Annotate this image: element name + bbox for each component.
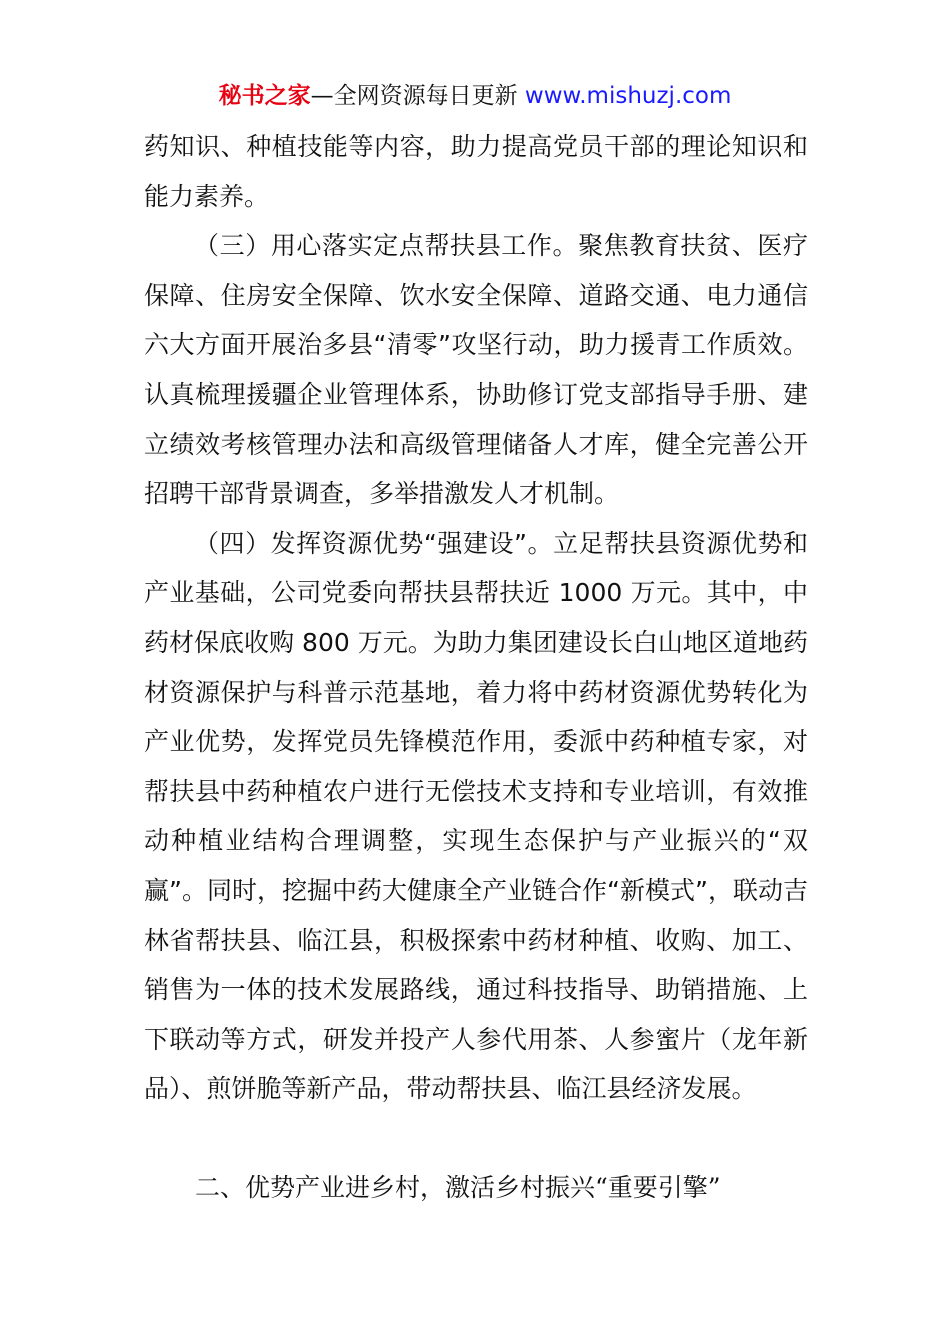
section-heading: 二、优势产业进乡村，激活乡村振兴“重要引擎”: [195, 1173, 721, 1202]
paragraph-continuation: 药知识、种植技能等内容，助力提高党员干部的理论知识和能力素养。: [144, 132, 808, 211]
brand-name: 秘书之家: [218, 83, 311, 109]
header-tagline: —全网资源每日更新: [310, 83, 525, 109]
paragraph-section-3: （三）用心落实定点帮扶县工作。聚焦教育扶贫、医疗保障、住房安全保障、饮水安全保障、道路交通、电力通信六大方面开展治多县“清零”攻坚行动，助力援青工作质效。认真梳理援疆企业管理体系，协助修订党支部指导手册、建立绩效考核管理办法和高级管理储备人才库，健全完善公开招聘干部背景调查，多举措激发人才机制。: [144, 231, 808, 509]
paragraph-section-4: （四）发挥资源优势“强建设”。立足帮扶县资源优势和产业基础，公司党委向帮扶县帮扶近 1000 万元。其中，中药材保底收购 800 万元。为助力集团建设长白山地区道地药材资源保护与科普示范基地，着力将中药材资源优势转化为产业优势，发挥党员先锋模范作用，委派中药种植专家，对帮扶县中药种植农户进行无偿技术支持和专业培训，有效推动种植业结构合理调整，实现生态保护与产业振兴的“双赢”。同时，挖掘中药大健康全产业链合作“新模式”，联动吉林省帮扶县、临江县，积极探索中药材种植、收购、加工、销售为一体的技术发展路线，通过科技指导、助销措施、上下联动等方式，研发并投产人参代用茶、人参蜜片（龙年新品）、煎饼脆等新产品，带动帮扶县、临江县经济发展。: [144, 528, 808, 1104]
watermark-header: [0, 78, 950, 114]
document-body: [144, 122, 808, 1114]
site-url: www.mishuzj.com: [524, 83, 732, 109]
